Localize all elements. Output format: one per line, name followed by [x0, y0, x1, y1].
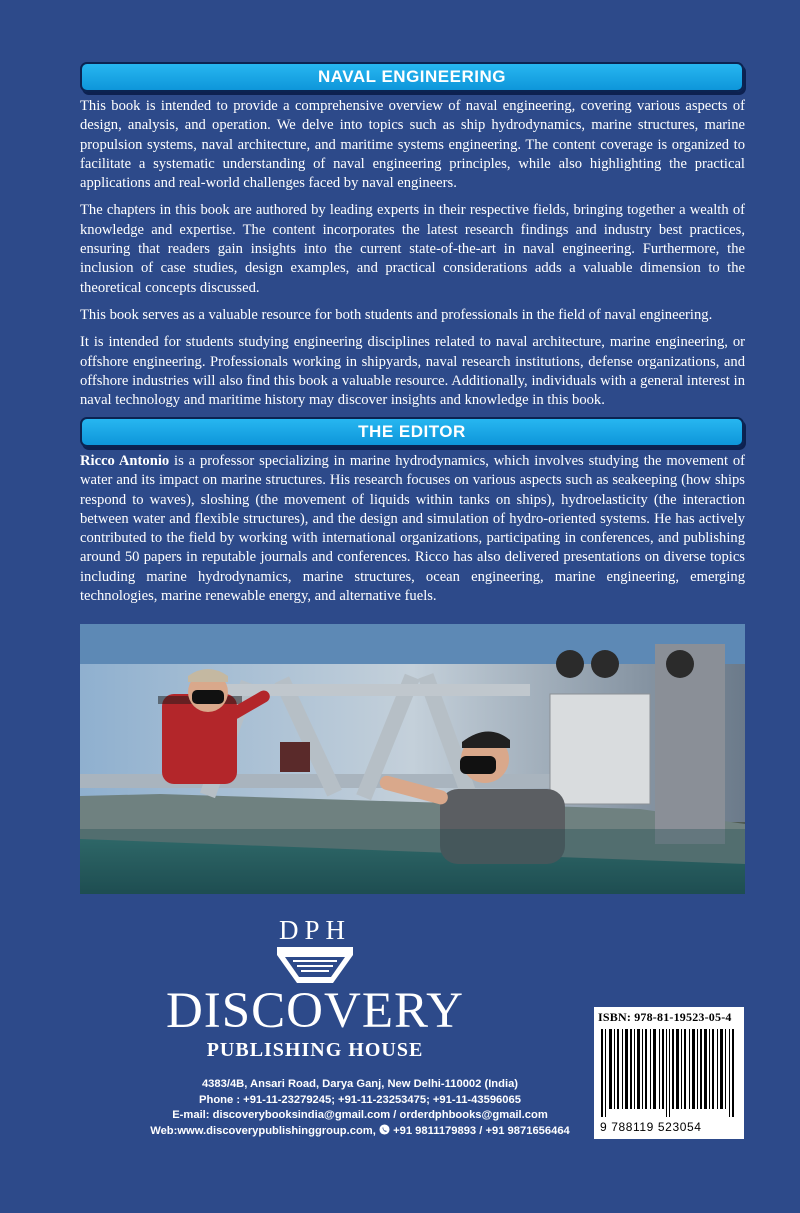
email: E-mail: discoverybooksindia@gmail.com / orderdphbooks@gmail.com [172, 1109, 548, 1121]
paragraph: This book serves as a valuable resource for both students and professionals in the field of naval engineering. [80, 306, 713, 323]
naval-engineering-text [80, 97, 745, 418]
address: 4383/4B, Ansari Road, Darya Ganj, New Delhi-110002 (India) [201, 1078, 519, 1090]
engineers-lab-photo [80, 624, 745, 894]
lab-photo-illustration [80, 624, 745, 894]
editor-bio-text: is a professor specializing in marine hydrodynamics, which involves studying the movement of water and its impact on marine structures. His research focuses on various aspects such as seakeeping (how ships respond to waves), sloshing (the movement of liquids within tanks on ships), hydroelasticity (the interaction between water and flexible structures), and the design and simulation of hydro-oriented systems. He has actively contributed to the field by working with international organizations, participating in conferences, and publishing around 50 papers in reputable journals and conferences. Ricco has also delivered presentations on diverse topics including marine hydrodynamics, marine structures, ocean engineering, marine engineering, emerging technologies, marine renewable energy, and alternative fuels. [80, 453, 746, 605]
barcode-icon [599, 1029, 739, 1117]
publisher-logo [160, 915, 470, 1063]
editor-bio [80, 452, 745, 614]
publisher-contact [80, 1077, 640, 1139]
publisher-subtitle: PUBLISHING HOUSE [206, 1039, 424, 1061]
whatsapp-icon [379, 1124, 390, 1135]
ship-bow-logo-icon [275, 945, 355, 985]
naval-engineering-header: NAVAL ENGINEERING [80, 62, 744, 92]
isbn-label: ISBN: 978-81-19523-05-4 [598, 1010, 732, 1024]
publisher-name: DISCOVERY [165, 983, 465, 1039]
website: Web:www.discoverypublishinggroup.com, [150, 1124, 376, 1137]
web-line [80, 1124, 640, 1140]
editor-name: Ricco Antonio [80, 453, 170, 469]
isbn-barcode-box [594, 1007, 744, 1139]
paragraph: The chapters in this book are authored by leading experts in their respective fields, bringing together a wealth of knowledge and expertise. The content incorporates the latest research findings and industry best practices, ensuring that readers gain insights into the current state-of-the-art in naval engineering. Furthermore, the inclusion of case studies, design examples, and practical considerations adds a valuable dimension to the theoretical concepts discussed. [80, 202, 745, 296]
logo-mark: DPH [278, 915, 351, 945]
paragraph: It is intended for students studying engineering disciplines related to naval architecture, marine engineering, or offshore engineering. Professionals working in shipyards, naval research institutions, defense organizations, and offshore industries will also find this book a valuable resource. Additionally, individuals with a general interest in naval technology and maritime history may discover insights and knowledge in this book. [80, 334, 745, 409]
phone: Phone : +91-11-23279245; +91-11-23253475; +91-11-43596065 [199, 1093, 521, 1106]
isbn-digits: 9 788119 523054 [600, 1120, 702, 1134]
paragraph: This book is intended to provide a comprehensive overview of naval engineering, covering various aspects of design, analysis, and operation. We delve into topics such as ship hydrodynamics, marine structures, marine propulsion systems, naval architecture, and maritime systems engineering. The content coverage is organized to facilitate a systematic understanding of naval engineering principles, while also highlighting the practical applications and real-world challenges faced by naval engineers. [80, 98, 745, 192]
editor-header: THE EDITOR [80, 417, 744, 447]
whatsapp-numbers: +91 9811179893 / +91 9871656464 [389, 1124, 570, 1137]
